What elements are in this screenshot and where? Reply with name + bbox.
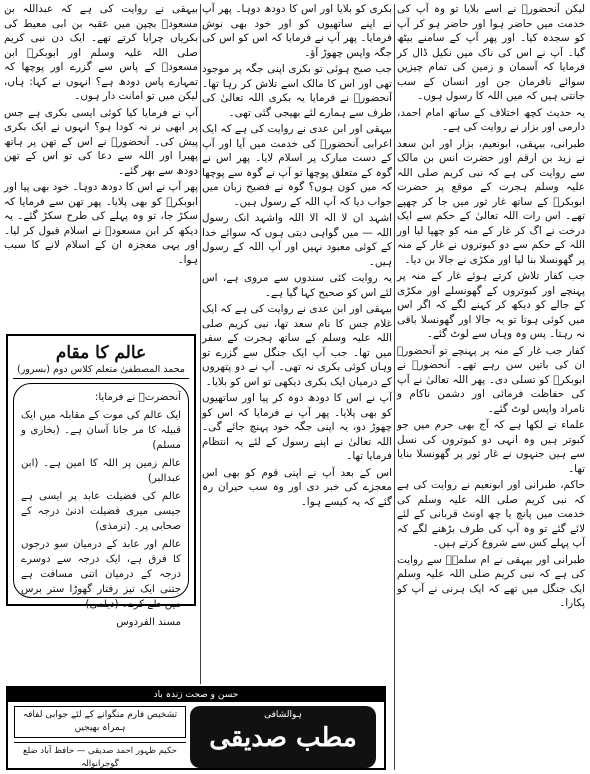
paragraph: یہ حدیث کچھ اختلاف کے ساتھ امام احمد، دارمی اور بزار نے روایت کی ہے۔ (397, 106, 585, 133)
article-column-left (4, 2, 198, 330)
ad-logo-tagline: ہوالشافی (264, 710, 302, 720)
paragraph: بیہقی اور ابن عدی نے روایت کی ہے کہ ایک اعرابی آنحضورؐ کی خدمت میں آیا اور آپ کے دست مبارک پر اسلام لایا۔ پھر اس نے گوہ کے متعلق پوچھا تو آپ نے گوہ سے پوچھا کہ میں کون ہوں؟ گوہ نے فصیح زبان میں جواب دیا کہ آپ اللہ کے رسول ہیں۔ (202, 123, 392, 208)
paragraph: طبرانی اور بیہقی نے ام سلمہؓ سے روایت کی ہے کہ نبی کریم صلی اللہ علیہ وسلم ایک جنگل میں تھے کہ ایک ہرنی نے آپ کو پکارا۔ (397, 553, 585, 609)
boxed-article-title: عالم کا مقام (55, 343, 147, 363)
paragraph: اشہد ان لا الہ الا اللہ واشہد انک رسول اللہ — میں گواہی دیتی ہوں کہ سوائے خدا کے کوئی معبود نہیں اور آپ اللہ کے رسول ہیں۔ (202, 212, 392, 268)
paragraph: کفار جب غار کے منہ پر پہنچے تو آنحضورؐ ان کی باتیں سن رہے تھے۔ آنحضورؐ نے ابوبکرؓ کو تسلی دی۔ پھر اللہ تعالیٰ نے آپ کی حفاظت فرمائی اور دشمن ناکام و نامراد واپس لوٹ گئے۔ (397, 344, 585, 415)
paragraph: عالم اور عابد کے درمیان سو درجوں کا فرق ہے، ایک درجہ سے دوسرے درجہ کے درمیان اتنی مسافت ہے جتنی ایک تیز رفتار گھوڑا ستر برس میں طے کرے۔ (دیلمی) (21, 539, 181, 610)
article-column-middle (202, 2, 392, 770)
paragraph: عالم کی فضیلت عابد پر ایسی ہے جیسی میری فضیلت ادنیٰ درجہ کے صحابی پر۔ (ترمذی) (21, 491, 181, 532)
ad-top-strip: حسن و صحت زندہ باد (8, 688, 384, 702)
paragraph: پھر آپ نے اس کا دودھ دوہا۔ خود بھی پیا اور ابوبکرؓ کو بھی پلایا۔ پھر تھن سے فرمایا کہ سکڑ جا، تو وہ پہلے کی طرح سکڑ گئے۔ یہ دیکھ کر ابن مسعودؓ نے اسلام قبول کر لیا۔ اور یہی معجزہ ان کے اسلام لانے کا سبب ہوا۔ (4, 181, 198, 266)
ad-logo (190, 706, 376, 768)
paragraph: بیہقی اور ابن عدی نے روایت کی ہے کہ ایک غلام جس کا نام سعد تھا، نبی کریم صلی اللہ علیہ وسلم کے ساتھ ہجرت کے سفر میں تھا۔ جب آپ ایک جنگل سے گزرے تو وہاں کوئی بکری نہ تھی۔ آپ نے دو پتھروں کے درمیان ایک بکری دیکھی تو اس کو بلایا۔ (202, 303, 392, 388)
ad-logo-name: مطب صدیقی (209, 723, 357, 753)
paragraph: ایک عالم کی موت کے مقابلہ میں ایک قبیلہ کا مر جانا آسان ہے۔ (بخاری و مسلم) (21, 410, 181, 451)
boxed-article-byline: محمد المصطفیٰ متعلم کلاس دوم (بسرور) (13, 364, 189, 379)
paragraph: آپ نے اس کا دودھ دوہ کر پیا اور ساتھیوں کو بھی پلایا۔ پھر آپ نے فرمایا کہ اس کو چھوڑ دو، یہ اپنی جگہ خود پہنچ جائے گی۔ اللہ تعالیٰ نے اپنے رسول کے لئے یہ انتظام فرمایا تھا۔ (202, 392, 392, 462)
ad-address: حکیم ظہور احمد صدیقی — حافظ آباد ضلع گوجرانوالہ (14, 742, 186, 771)
ad-info (14, 706, 186, 768)
article-column-right (397, 2, 585, 770)
boxed-article-body (13, 383, 189, 628)
paragraph: جب صبح ہوئی تو بکری اپنی جگہ پر موجود تھی اور اس کا مالک اسے تلاش کر رہا تھا۔ آنحضورؐ نے فرمایا یہ بکری اللہ تعالیٰ کی طرف سے ہمارے لئے بھیجی گئی تھی۔ (202, 63, 392, 119)
boxed-article (6, 334, 196, 628)
paragraph: جب کفار تلاش کرتے ہوئے غار کے منہ پر پہنچے اور کبوتروں کے گھونسلے اور مکڑی کے جالے کو دیکھ کر کہنے لگے کہ اگر اس میں کوئی ہوتا تو یہ جالا اور گھونسلا باقی نہ رہتا۔ پس وہ وہاں سے لوٹ گئے۔ (397, 270, 585, 340)
paragraph: آنحضرتؐ نے فرمایا: (94, 392, 181, 403)
column-divider (200, 4, 201, 684)
paragraph: بکری کو بلایا اور اس کا دودھ دوہا۔ پھر آپ نے اپنے ساتھیوں کو اور خود بھی نوش فرمایا۔ پھر آپ نے فرمایا کہ اس کو اس کی جگہ واپس چھوڑ آؤ۔ (202, 3, 392, 59)
paragraph: حاکم، طبرانی اور ابونعیم نے روایت کی ہے کہ نبی کریم صلی اللہ علیہ وسلم کی خدمت میں پانچ یا چھ اونٹ قربانی کے لئے لائے گئے تو وہ آپ کی طرف بڑھنے لگے کہ آپ پہلے کس سے شروع کرتے ہیں۔ (397, 479, 585, 549)
paragraph: بیہقی نے روایت کی ہے کہ عبداللہ بن مسعودؓ بچپن میں عقبہ بن ابی معیط کی بکریاں چرایا کرتے تھے۔ ایک دن نبی کریم صلی اللہ علیہ وسلم اور ابوبکرؓ ابن مسعودؓ کے پاس سے گزرے اور پوچھا کہ تمہارے پاس دودھ ہے؟ انہوں نے کہا: ہاں، لیکن میں تو امانت دار ہوں۔ (4, 3, 198, 102)
paragraph: اس کے بعد آپ نے اپنی قوم کو بھی اس معجزے کی خبر دی اور وہ سب حیران رہ گئے کہ یہ کیسے ہوا۔ (202, 466, 392, 508)
paragraph: مسند الفردوس (116, 617, 181, 628)
ad-message: تشخیص فارم منگوانے کے لئے جوابی لفافہ ہمراہ بھیجیں (14, 706, 186, 738)
advertisement (6, 686, 386, 770)
paragraph: عالم زمین پر اللہ کا امین ہے۔ (ابن عبدالبر) (21, 458, 181, 484)
column-divider (394, 4, 395, 770)
paragraph: لیکن آنحضورؐ نے اسے بلایا تو وہ آپ کی خدمت میں حاضر ہوا اور حاضر ہو کر آپ کو سجدہ کیا۔ اور پھر آپ کے سامنے بیٹھ گیا۔ آپ نے اس کی ناک میں نکیل ڈال کر فرمایا کہ آسمان و زمین کی تمام چیزیں سوائے نافرمان جن اور انسان کے سب جانتی ہیں کہ میں اللہ کا رسول ہوں۔ (397, 3, 585, 102)
paragraph: یہ روایت کئی سندوں سے مروی ہے، اس لئے اس کو صحیح کہا گیا ہے۔ (202, 272, 392, 299)
paragraph: آپ نے فرمایا کیا کوئی ایسی بکری ہے جس پر ابھی نر نہ کودا ہو؟ انہوں نے ایک بکری پیش کی۔ آنحضورؐ نے اس کے تھن پر ہاتھ پھیرا اور اللہ سے دعا کی تو اس کے تھن دودھ سے بھر گئے۔ (4, 106, 198, 177)
paragraph: علماء نے لکھا ہے کہ آج بھی حرم میں جو کبوتر ہیں وہ انہی دو کبوتروں کی نسل سے ہیں جنہوں نے غار ثور پر گھونسلا بنایا تھا۔ (397, 419, 585, 475)
paragraph: طبرانی، بیہقی، ابونعیم، بزار اور ابن سعد نے زید بن ارقم اور حضرت انس بن مالک سے روایت کی ہے کہ نبی کریم صلی اللہ علیہ وسلم ہجرت کے موقع پر حضرت ابوبکرؓ کے ساتھ غار ثور میں جا کر چھپے تھے۔ اس رات اللہ تعالیٰ کے حکم سے ایک درخت نے اگ کر غار کے منہ کو چھپا لیا اور اللہ کے حکم سے دو کبوتروں نے غار کے منہ پر گھونسلا بنا لیا اور مکڑی نے جالا بن دیا۔ (397, 137, 585, 266)
